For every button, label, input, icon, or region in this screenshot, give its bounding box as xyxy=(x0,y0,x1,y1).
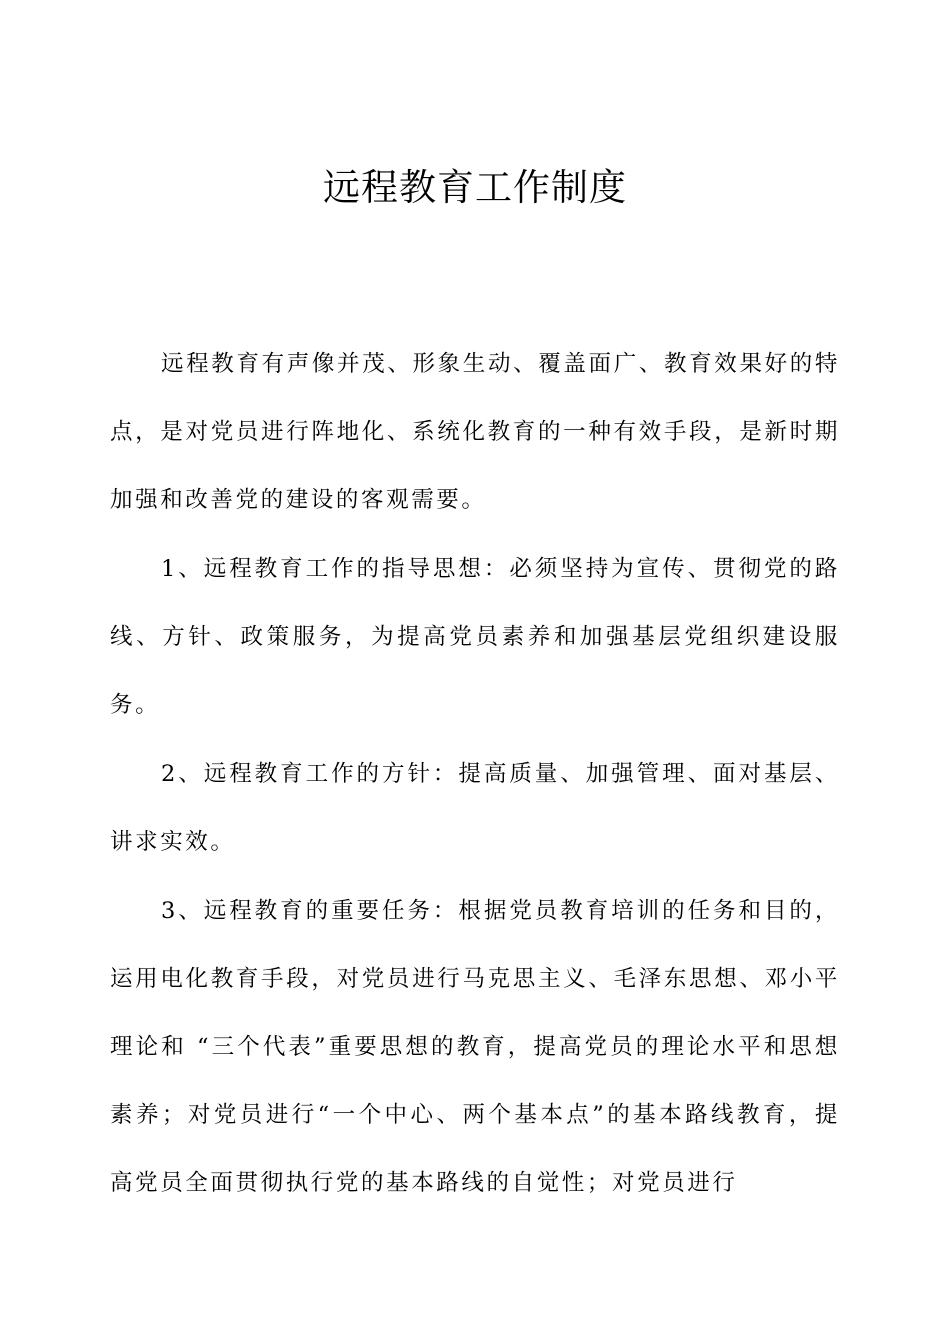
document-title: 远程教育工作制度 xyxy=(323,166,627,209)
paragraph-intro: 远程教育有声像并茂、形象生动、覆盖面广、教育效果好的特点，是对党员进行阵地化、系统化教育的一种有效手段，是新时期加强和改善党的建设的客观需要。 xyxy=(110,351,840,513)
paragraph-policy: 2、远程教育工作的方针：提高质量、加强管理、面对基层、讲求实效。 xyxy=(110,761,840,855)
paragraph-guiding-ideology: 1、远程教育工作的指导思想：必须坚持为宣传、贯彻党的路线、方针、政策服务，为提高党员素养和加强基层党组织建设服务。 xyxy=(110,556,840,718)
document-body xyxy=(110,330,840,1217)
paragraph-main-tasks: 3、远程教育的重要任务：根据党员教育培训的任务和目的，运用电化教育手段，对党员进行马克思主义、毛泽东思想、邓小平理论和 “三个代表”重要思想的教育，提高党员的理论水平和思想素养；对党员进行“一个中心、两个基本点”的基本路线教育，提高党员全面贯彻执行党的基本路线的自觉性；对党员进行 xyxy=(110,898,840,1196)
